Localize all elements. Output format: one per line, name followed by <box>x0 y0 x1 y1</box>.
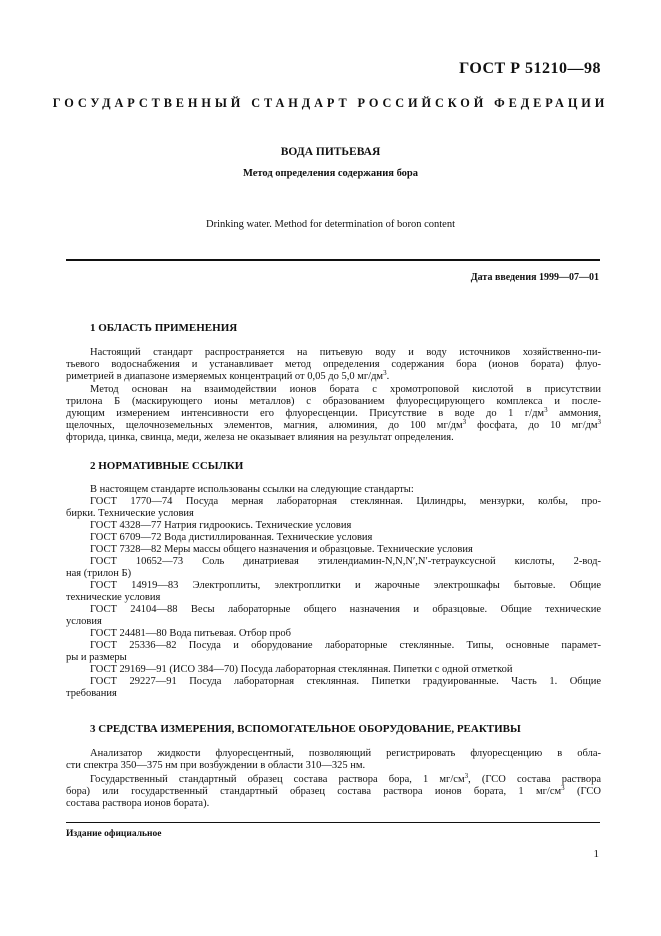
text-line: Государственный стандартный образец состава раствора бора, 1 $мг/см^3$, (ГСО состава раствора <box>90 772 601 785</box>
reference-item: ГОСТ 1770—74 Посуда мерная лабораторная стеклянная. Цилиндры, мензурки, колбы, про- <box>90 496 601 507</box>
document-title: ВОДА ПИТЬЕВАЯ <box>280 146 381 158</box>
text-line: риметрией в диапазоне измеряемых концентраций от 0,05 до 5,0 $мг/дм^3$. <box>66 369 390 382</box>
document-code: ГОСТ Р 51210—98 <box>459 60 601 77</box>
reference-item: ГОСТ 24104—88 Весы лабораторные общего назначения и образцовые. Общие технические <box>90 604 601 615</box>
section-2-heading: 2 НОРМАТИВНЫЕ ССЫЛКИ <box>90 460 244 472</box>
reference-item: ГОСТ 25336—82 Посуда и оборудование лабораторные стеклянные. Типы, основные парамет- <box>90 640 601 651</box>
section-3-paragraph-2 <box>66 774 601 810</box>
reference-item-continuation: требования <box>66 688 117 699</box>
reference-list <box>66 496 601 700</box>
reference-item-continuation: ная (трилон Б) <box>66 568 132 579</box>
reference-item-continuation: ры и размеры <box>66 652 127 663</box>
section-1-paragraph-2 <box>66 384 601 444</box>
reference-item-continuation: условия <box>66 616 102 627</box>
reference-item: ГОСТ 14919—83 Электроплиты, электроплитки и жарочные электрошкафы бытовые. Общие <box>90 580 601 591</box>
reference-item-continuation: бирки. Технические условия <box>66 508 194 519</box>
title-divider <box>66 259 600 261</box>
text-line: трилона Б (маскирующего ионы металлов) с образованием флуоресцирующего комплекса и после- <box>66 396 601 407</box>
reference-item: ГОСТ 29227—91 Посуда лабораторная стеклянная. Пипетки градуированные. Часть 1. Общие <box>90 676 601 687</box>
reference-item: ГОСТ 10652—73 Соль динатриевая этилендиамин-N,N,N′,N′-тетрауксусной кислоты, 2-вод- <box>90 556 601 567</box>
text-line: Метод основан на взаимодействии ионов бората с хромотроповой кислотой в присутствии <box>90 384 601 395</box>
text-line: состава раствора ионов бората). <box>66 798 210 809</box>
footer-divider <box>66 822 600 823</box>
state-standard-banner: ГОСУДАРСТВЕННЫЙ СТАНДАРТ РОССИЙСКОЙ ФЕДЕРАЦИИ <box>52 96 609 110</box>
text-line: В настоящем стандарте использованы ссылки на следующие стандарты: <box>90 484 414 495</box>
reference-item: ГОСТ 6709—72 Вода дистиллированная. Технические условия <box>90 532 373 543</box>
text-line: сти спектра 350—375 нм при возбуждении в области 310—325 нм. <box>66 760 366 771</box>
page-number: 1 <box>593 848 599 860</box>
english-title: Drinking water. Method for determination of boron content <box>205 219 456 230</box>
text-line: Настоящий стандарт распространяется на питьевую воду и воду источников хозяйственно-пи- <box>90 347 601 358</box>
reference-item: ГОСТ 4328—77 Натрия гидроокись. Технические условия <box>90 520 352 531</box>
reference-item: ГОСТ 24481—80 Вода питьевая. Отбор проб <box>90 628 291 639</box>
text-line: фторида, цинка, свинца, меди, железа не оказывает влияния на результат определения. <box>66 432 454 443</box>
section-3-heading: 3 СРЕДСТВА ИЗМЕРЕНИЯ, ВСПОМОГАТЕЛЬНОЕ ОБОРУДОВАНИЕ, РЕАКТИВЫ <box>90 723 521 735</box>
section-1-heading: 1 ОБЛАСТЬ ПРИМЕНЕНИЯ <box>90 322 238 334</box>
introduction-date: Дата введения 1999—07—01 <box>470 272 599 283</box>
document-subtitle: Метод определения содержания бора <box>242 168 419 179</box>
reference-item: ГОСТ 29169—91 (ИСО 384—70) Посуда лабораторная стеклянная. Пипетки с одной отметкой <box>90 664 513 675</box>
text-line: Анализатор жидкости флуоресцентный, позволяющий регистрировать флуоресценцию в обла- <box>90 748 601 759</box>
section-2-references <box>66 484 601 700</box>
section-3-paragraph-1 <box>66 748 601 772</box>
text-line: бора) или государственный стандартный образец состава раствора ионов бората, 1 $мг/см^3$ (ГСО <box>66 784 601 797</box>
section-1-paragraph-1 <box>66 347 601 383</box>
reference-item-continuation: технические условия <box>66 592 161 603</box>
text-line: щелочных, щелочноземельных элементов, магния, алюминия, до 100 $мг/дм^3$ фосфата, до 10 $мг/дм^3$ <box>66 418 601 431</box>
edition-label: Издание официальное <box>66 829 162 839</box>
reference-item: ГОСТ 7328—82 Меры массы общего назначения и образцовые. Технические условия <box>90 544 473 555</box>
text-line: тьевого водоснабжения и устанавливает метод определения содержания бора (ионов бората) флуо- <box>66 359 601 370</box>
text-line: дующим измерением интенсивности его флуоресценции. Присутствие в воде до 1 $г/дм^3$ аммония, <box>66 406 601 419</box>
